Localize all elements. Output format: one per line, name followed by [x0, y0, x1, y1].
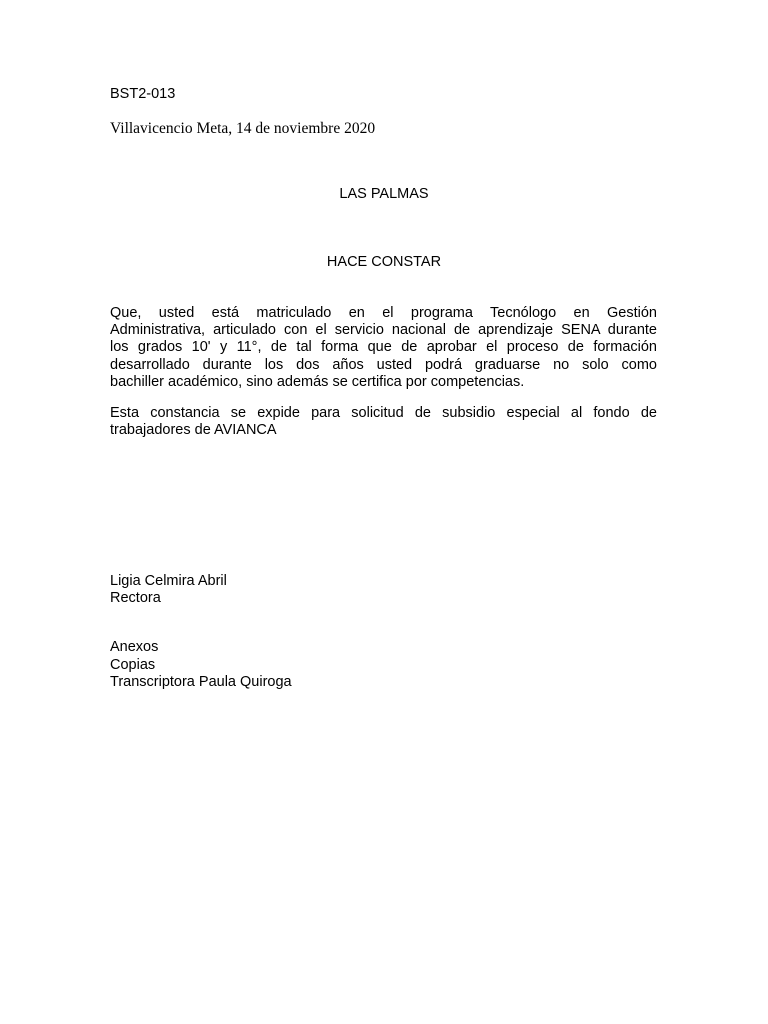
paragraph-1-line: los grados 10' y 11°, de tal forma que de aprobar el proceso de formación [110, 339, 657, 356]
body-paragraph-2 [110, 405, 657, 439]
signer-name: Ligia Celmira Abril [110, 573, 227, 589]
paragraph-2-line: Esta constancia se expide para solicitud de subsidio especial al fondo de [110, 405, 657, 421]
paragraph-1-line: desarrollado durante los dos años usted podrá graduarse no solo como [110, 356, 657, 373]
reference-code: BST2-013 [110, 86, 176, 102]
document-heading: HACE CONSTAR [326, 254, 442, 270]
paragraph-2-line: trabajadores de AVIANCA [110, 422, 277, 439]
paragraph-1-line: bachiller académico, sino además se certifica por competencias. [110, 373, 525, 390]
signer-title: Rectora [110, 590, 161, 606]
institution-name: LAS PALMAS [339, 186, 429, 202]
paragraph-1-line: Administrativa, articulado con el servicio nacional de aprendizaje SENA durante [110, 322, 657, 339]
body-paragraph-1 [110, 305, 657, 391]
paragraph-1-line: Que, usted está matriculado en el programa Tecnólogo en Gestión [110, 305, 657, 321]
annex-item: Transcriptora Paula Quiroga [110, 674, 292, 690]
annex-item: Copias [110, 657, 156, 673]
place-date: Villavicencio Meta, 14 de noviembre 2020 [110, 120, 376, 137]
annex-item: Anexos [110, 639, 159, 655]
